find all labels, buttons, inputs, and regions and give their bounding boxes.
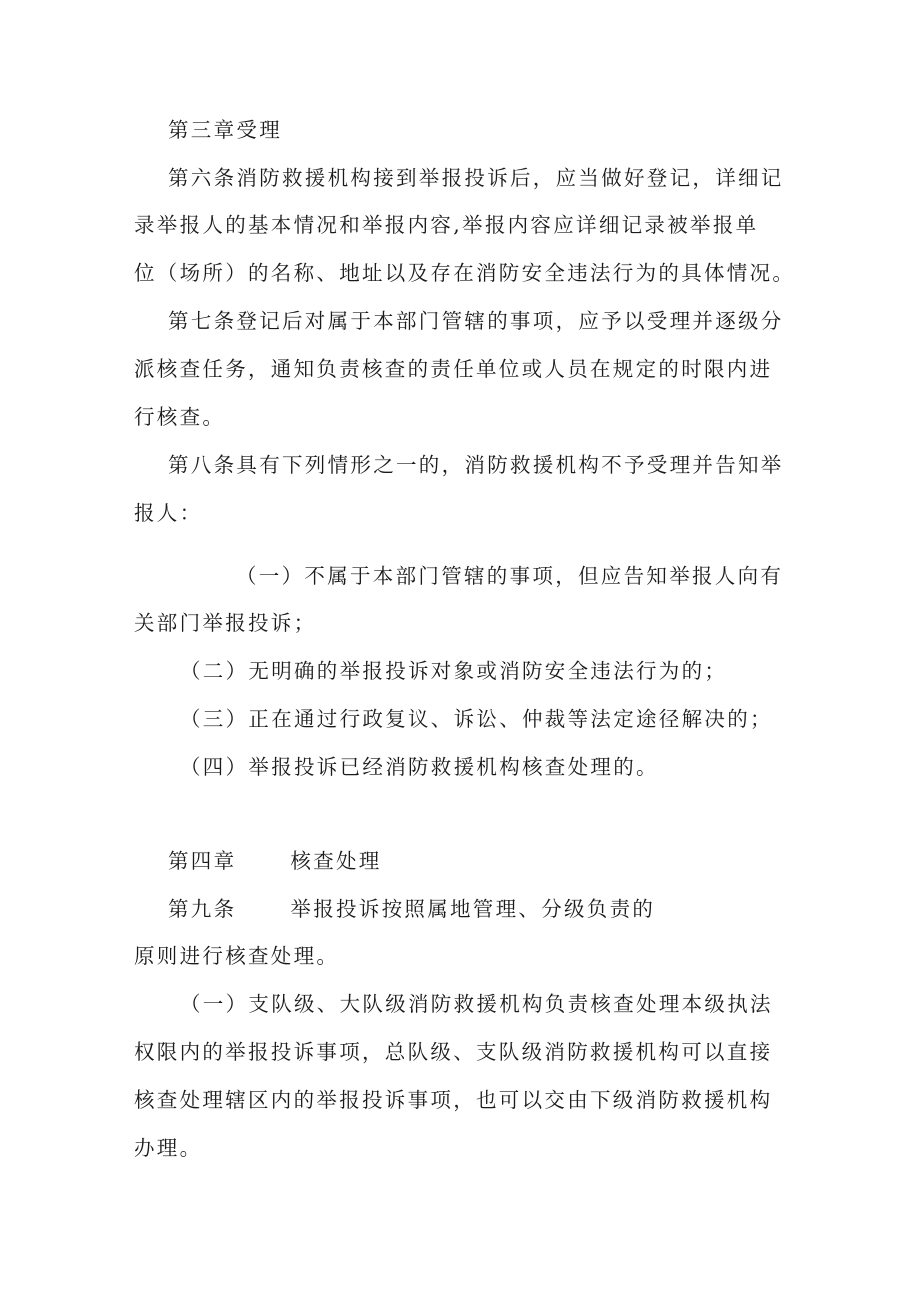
- article-7-line-1: 第七条登记后对属于本部门管辖的事项，应予以受理并逐级分: [168, 309, 784, 333]
- article-9-text: 举报投诉按照属地管理、分级负责的: [290, 897, 656, 921]
- article-8-item-3: （三）正在通过行政复议、诉讼、仲裁等法定途径解决的；: [180, 707, 773, 731]
- article-9-line-2: 原则进行核查处理。: [134, 944, 340, 968]
- article-6-line-2: 录举报人的基本情况和举报内容,举报内容应详细记录被举报单: [134, 213, 759, 237]
- article-7-line-3: 行核查。: [134, 405, 226, 429]
- article-8-item-2: （二）无明确的举报投诉对象或消防安全违法行为的；: [180, 659, 728, 683]
- article-6-line-3: 位（场所）的名称、地址以及存在消防安全违法行为的具体情况。: [134, 261, 796, 285]
- article-9-item-1-line-3: 核查处理辖区内的举报投诉事项，也可以交由下级消防救援机构: [134, 1088, 773, 1112]
- chapter-4-title: 核查处理: [290, 849, 382, 873]
- chapter-4-label: 第四章: [168, 849, 237, 873]
- article-9-item-1-line-1: （一）支队级、大队级消防救援机构负责核查处理本级执法: [180, 992, 773, 1016]
- article-6-line-1: 第六条消防救援机构接到举报投诉后，应当做好登记，详细记: [168, 166, 784, 190]
- chapter-3-heading: 第三章受理: [168, 118, 282, 142]
- chapter-4-heading: [168, 848, 382, 874]
- article-9-item-1-line-2: 权限内的举报投诉事项，总队级、支队级消防救援机构可以直接: [134, 1040, 773, 1064]
- article-8-line-1: 第八条具有下列情形之一的，消防救援机构不予受理并告知举: [168, 453, 784, 477]
- article-9-item-1-line-4: 办理。: [134, 1136, 203, 1160]
- article-7-line-2: 派核查任务，通知负责核查的责任单位或人员在规定的时限内进: [134, 357, 773, 381]
- article-8-item-1-line-2: 关部门举报投诉；: [134, 611, 317, 635]
- article-8-item-1-line-1: （一）不属于本部门管辖的事项，但应告知举报人向有: [236, 564, 784, 588]
- article-8-item-4: （四）举报投诉已经消防救援机构核查处理的。: [180, 755, 659, 779]
- article-9-line-1: [168, 896, 655, 922]
- article-8-line-2: 报人：: [134, 501, 203, 525]
- article-9-label: 第九条: [168, 897, 237, 921]
